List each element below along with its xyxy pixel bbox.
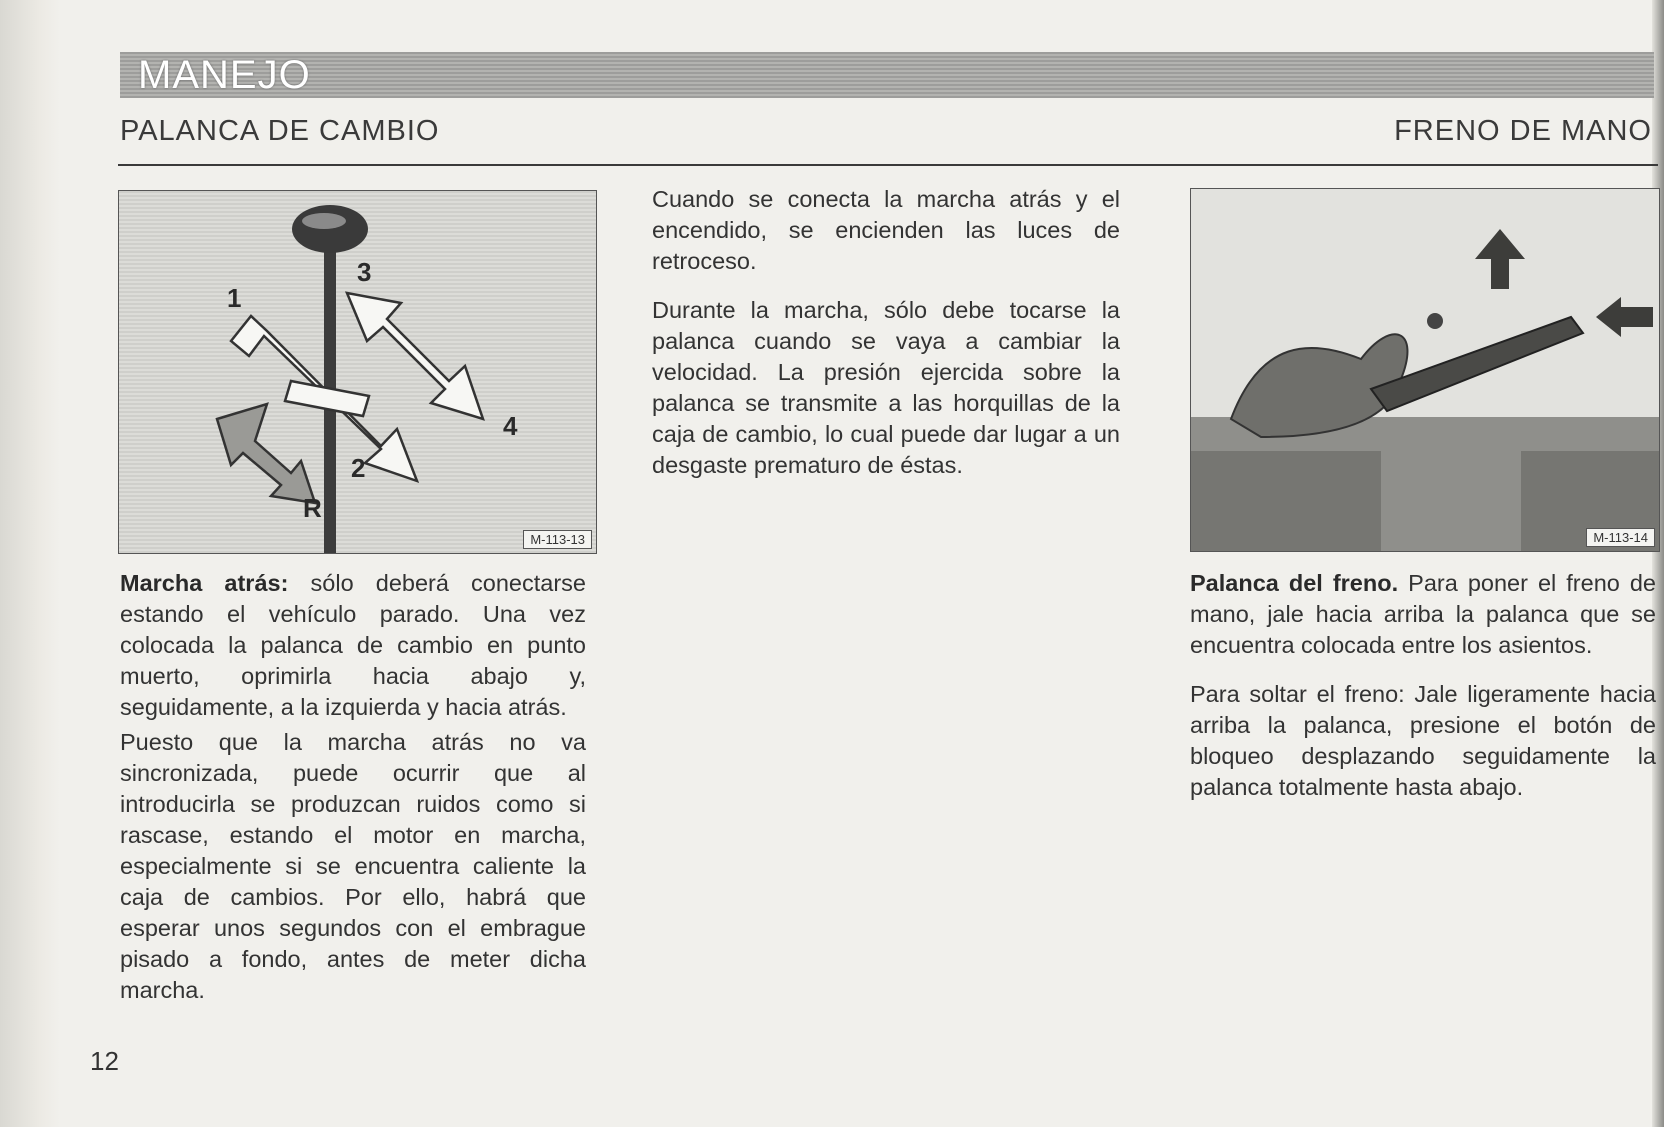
page-edge	[0, 0, 60, 1127]
section-tag: MANEJO	[138, 53, 311, 97]
left-column	[120, 568, 586, 1024]
page-number: 12	[90, 1046, 119, 1076]
paragraph: Para soltar el freno: Jale ligeramente hacia arriba la palanca, presione el botón de bloqueo desplazando seguidamente la palanca totalmente hasta abajo.	[1190, 681, 1656, 800]
gear-label-3: 3	[357, 257, 372, 287]
page-title-right: FRENO DE MANO	[1394, 115, 1652, 147]
paragraph: Puesto que la marcha atrás no va sincronizada, puede ocurrir que al introducirla se produzcan ruidos como si rascase, estando el motor en marcha, especialmente si se encuentra caliente la caja de cambios. Por ello, habrá que esperar unos segundos con el embrague pisado a fondo, antes de meter dicha marcha.	[120, 729, 586, 1003]
book-spine	[1652, 0, 1664, 1127]
header-divider	[118, 164, 1658, 166]
figure-code: M-113-14	[1586, 528, 1655, 547]
arrow-reverse	[217, 404, 315, 503]
page-title-left: PALANCA DE CAMBIO	[120, 115, 440, 147]
paragraph-body: Para poner el freno de mano, jale hacia arriba la palanca que se encuentra colocada entre los asientos.	[1190, 570, 1656, 658]
paragraph: Durante la marcha, sólo debe tocarse la palanca cuando se vaya a cambiar la velocidad. La presión ejercida sobre la palanca se transmite a las horquillas de la caja de cambio, lo cual puede dar lugar a un desgaste prematuro de éstas.	[652, 297, 1120, 478]
gear-label-1: 1	[227, 283, 242, 313]
gear-label-r: R	[303, 493, 322, 523]
shift-knob	[292, 205, 368, 253]
gear-label-4: 4	[503, 411, 518, 441]
gear-label-2: 2	[351, 453, 366, 483]
gear-shift-figure	[118, 190, 597, 554]
gear-shift-diagram	[119, 191, 596, 553]
hand-brake-figure	[1190, 188, 1660, 552]
paragraph	[120, 568, 586, 723]
paragraph-body: sólo deberá conectarse estando el vehículo parado. Una vez colocada la palanca de cambio en punto muerto, oprimirla hacia abajo y, seguidamente, a la izquierda y hacia atrás.	[120, 570, 586, 720]
shift-knob-highlight	[302, 213, 346, 229]
paragraph-lead: Palanca del freno.	[1190, 570, 1399, 596]
right-column	[1190, 568, 1656, 821]
paragraph: Cuando se conecta la marcha atrás y el encendido, se encienden las luces de retroceso.	[652, 186, 1120, 274]
paragraph	[1190, 568, 1656, 661]
seat-left	[1191, 451, 1381, 551]
hand-brake-illustration	[1191, 189, 1659, 551]
release-button	[1427, 313, 1443, 329]
figure-code: M-113-13	[523, 530, 592, 549]
section-header-band	[120, 52, 1654, 98]
shift-pattern	[217, 293, 483, 503]
middle-column	[652, 184, 1120, 499]
paragraph-lead: Marcha atrás:	[120, 570, 289, 596]
